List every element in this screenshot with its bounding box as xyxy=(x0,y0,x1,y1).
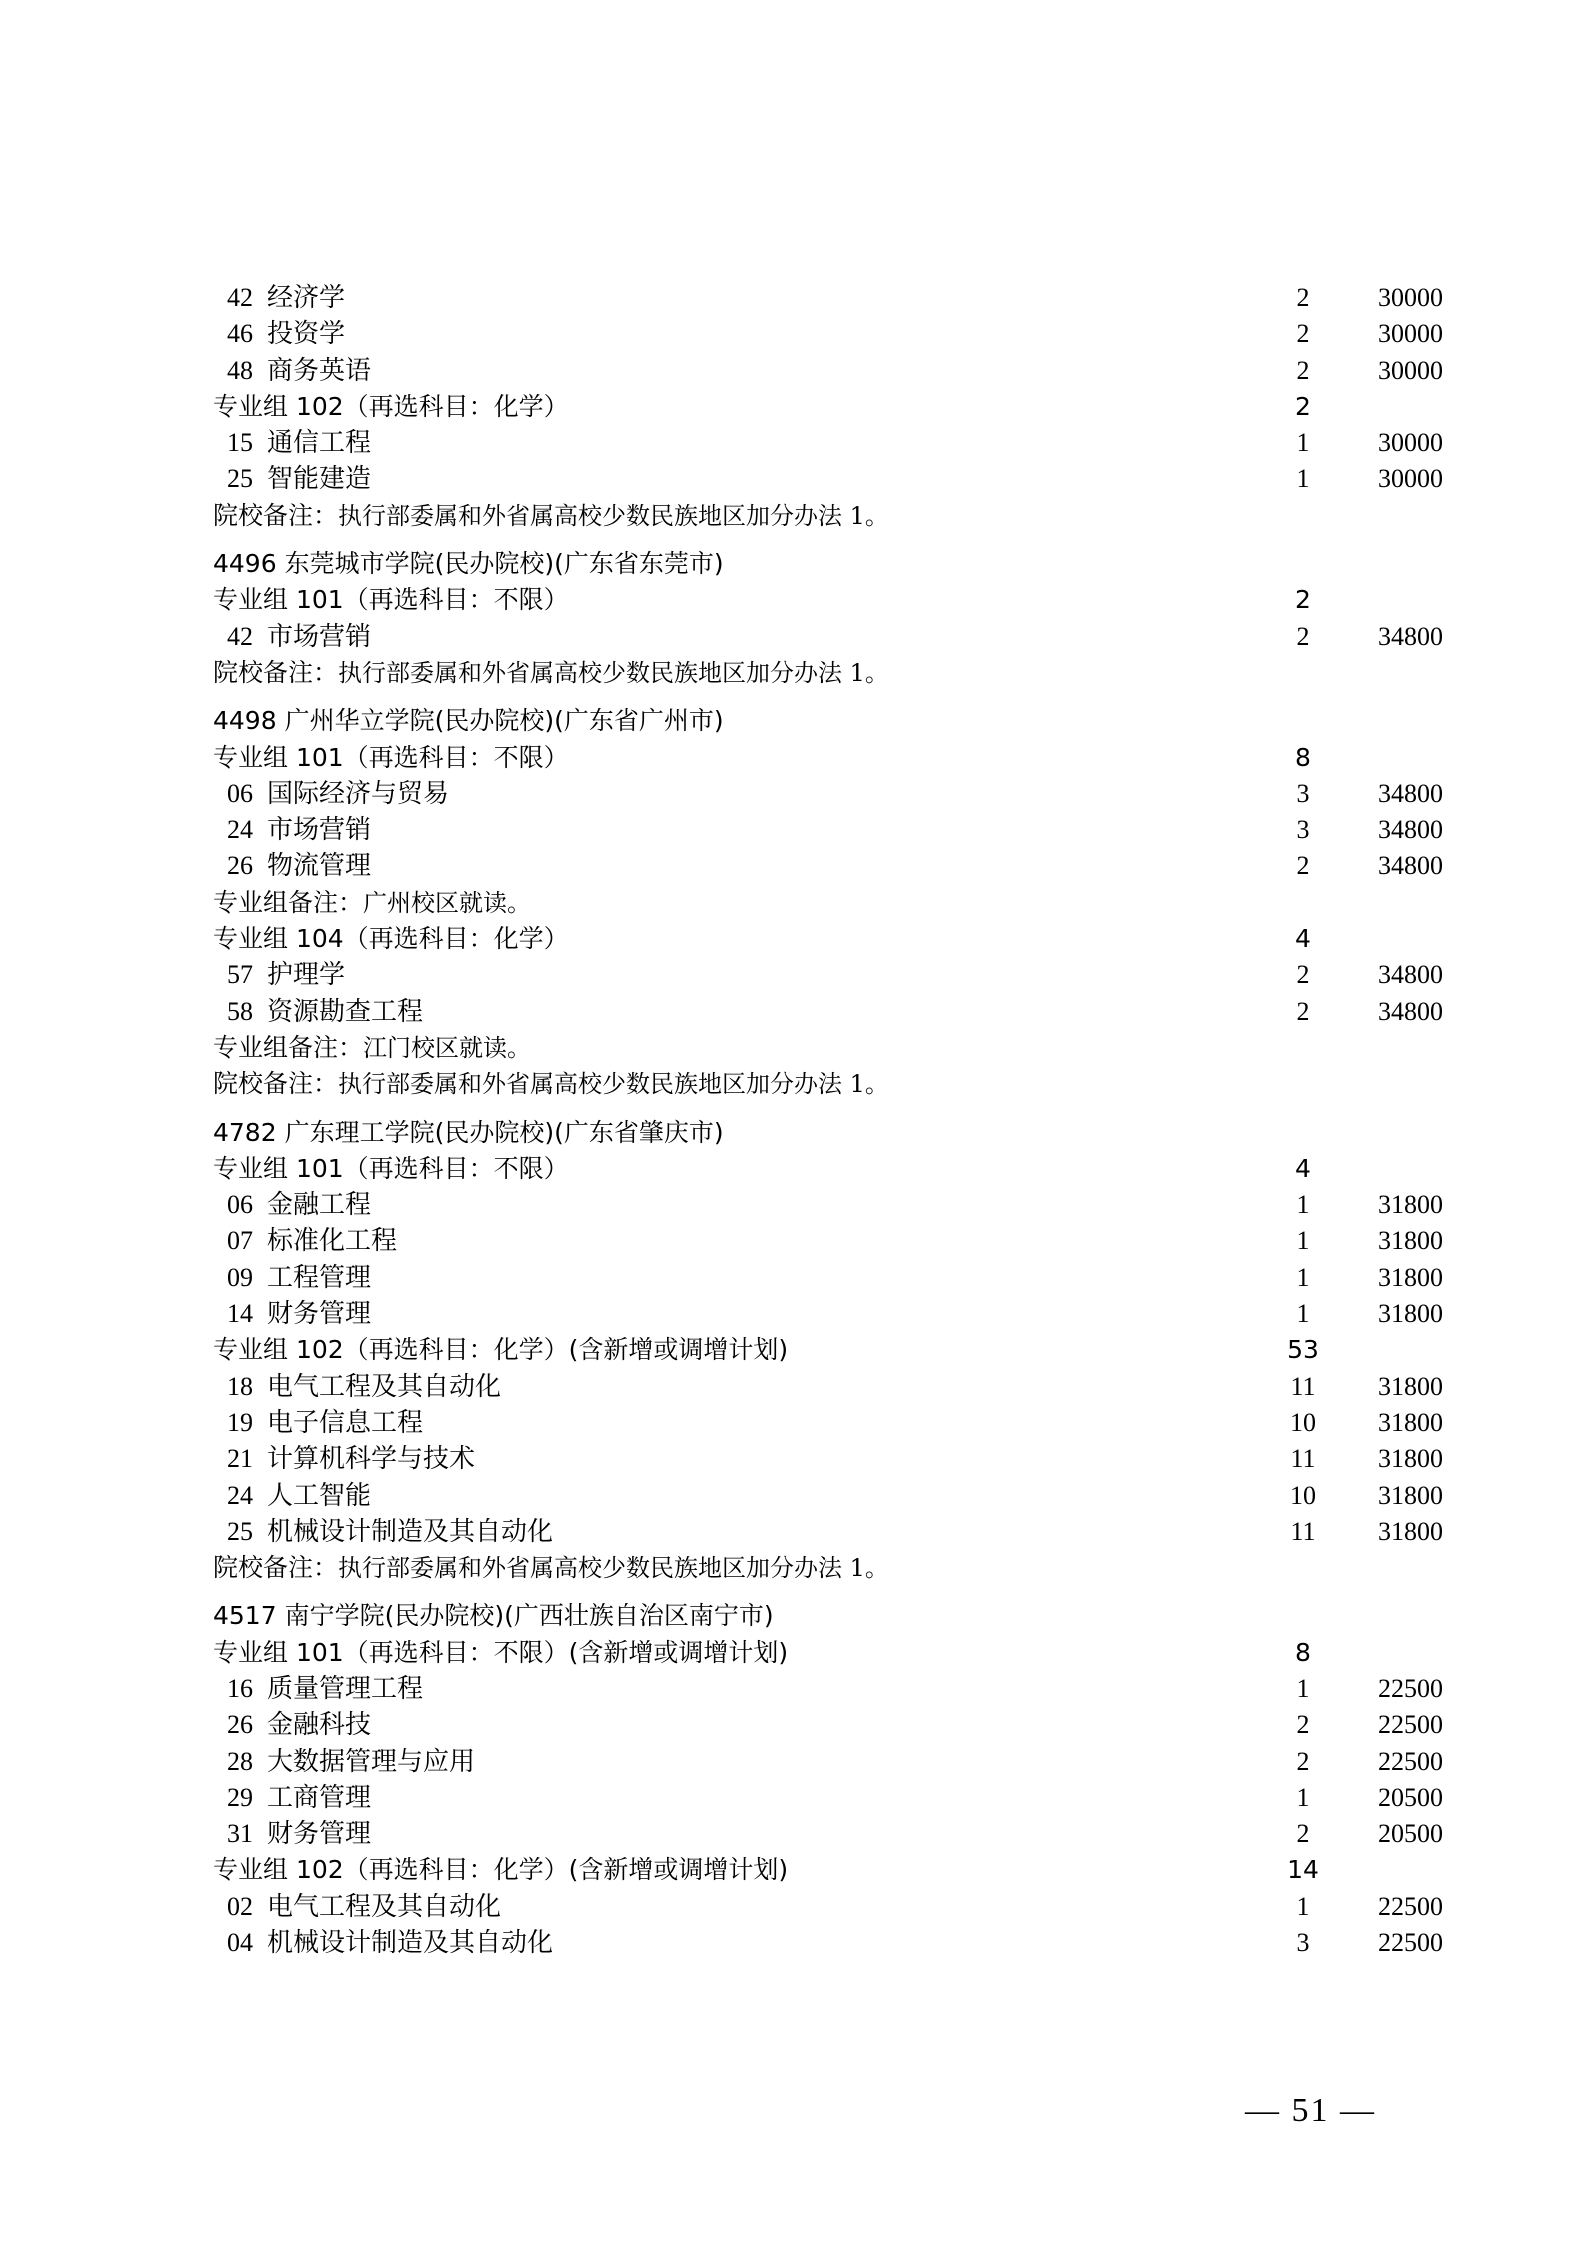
major-row xyxy=(213,1223,1443,1259)
plan-count: 1 xyxy=(1296,1782,1310,1812)
major-name: 电气工程及其自动化 xyxy=(267,1371,502,1402)
remark-head: 专业组备注： xyxy=(213,887,364,917)
remark-body: 执行部委属和外省属高校少数民族地区加分办法 1。 xyxy=(338,658,889,687)
major-name: 资源勘查工程 xyxy=(267,996,424,1027)
tuition-fee: 34800 xyxy=(1378,851,1443,881)
plan-count: 11 xyxy=(1290,1444,1316,1474)
tuition-fee: 34800 xyxy=(1378,778,1443,808)
tuition-fee: 22500 xyxy=(1378,1928,1443,1958)
plan-count: 3 xyxy=(1296,778,1310,808)
remark-head: 院校备注： xyxy=(213,1553,339,1583)
tuition-fee: 30000 xyxy=(1378,355,1443,385)
school-name: 4498 广州华立学院(民办院校)(广东省广州市) xyxy=(213,706,724,736)
group-count: 2 xyxy=(1295,585,1311,615)
remark xyxy=(213,498,889,534)
major-group-row xyxy=(213,1151,1413,1187)
major-row xyxy=(213,1514,1443,1550)
page-number: — 51 — xyxy=(1245,2092,1376,2129)
plan-count: 2 xyxy=(1296,960,1310,990)
major-row xyxy=(213,280,1443,316)
major-code: 06 xyxy=(227,1190,253,1220)
group-label: 专业组 104（再选科目：化学） xyxy=(213,924,569,954)
plan-count: 2 xyxy=(1296,851,1310,881)
tuition-fee: 31800 xyxy=(1378,1444,1443,1474)
remark xyxy=(213,655,889,691)
major-label xyxy=(227,1405,423,1441)
group-label: 专业组 102（再选科目：化学） xyxy=(213,391,569,421)
remark-body: 广州校区就读。 xyxy=(363,888,532,917)
plan-count: 3 xyxy=(1296,815,1310,845)
major-label xyxy=(227,994,423,1030)
group-count: 8 xyxy=(1295,742,1311,772)
major-label xyxy=(227,1744,475,1780)
major-code: 31 xyxy=(227,1819,253,1849)
major-name: 电子信息工程 xyxy=(267,1407,424,1438)
major-code: 24 xyxy=(227,1480,253,1510)
major-label xyxy=(227,1780,371,1816)
major-name: 物流管理 xyxy=(267,851,372,882)
tuition-fee: 31800 xyxy=(1378,1480,1443,1510)
tuition-fee: 31800 xyxy=(1378,1371,1443,1401)
major-code: 46 xyxy=(227,319,253,349)
plan-count: 2 xyxy=(1296,283,1310,312)
tuition-fee: 20500 xyxy=(1378,1782,1443,1812)
plan-count: 2 xyxy=(1296,996,1310,1026)
major-name: 质量管理工程 xyxy=(267,1673,424,1704)
school-name: 4517 南宁学院(民办院校)(广西壮族自治区南宁市) xyxy=(213,1601,774,1631)
group-count: 2 xyxy=(1295,391,1311,421)
remark-row xyxy=(213,1066,1413,1102)
major-name: 护理学 xyxy=(267,960,346,991)
tuition-fee: 34800 xyxy=(1378,996,1443,1026)
major-code: 29 xyxy=(227,1782,253,1812)
tuition-fee: 34800 xyxy=(1378,621,1443,651)
major-label xyxy=(227,1441,475,1477)
major-name: 金融科技 xyxy=(267,1710,372,1741)
remark-head: 专业组备注： xyxy=(213,1032,364,1062)
group-count: 4 xyxy=(1295,1153,1311,1183)
major-name: 市场营销 xyxy=(267,621,372,652)
major-row xyxy=(213,1671,1443,1707)
group-label: 专业组 102（再选科目：化学）(含新增或调增计划) xyxy=(213,1855,789,1885)
major-row xyxy=(213,1187,1443,1223)
major-group-row xyxy=(213,1852,1413,1888)
major-row xyxy=(213,1780,1443,1816)
major-label xyxy=(227,1478,371,1514)
major-name: 市场营销 xyxy=(267,815,372,846)
major-label xyxy=(227,1925,553,1961)
major-row xyxy=(213,353,1443,389)
major-row xyxy=(213,812,1443,848)
tuition-fee: 22500 xyxy=(1378,1891,1443,1921)
tuition-fee: 34800 xyxy=(1378,960,1443,990)
major-group-row xyxy=(213,1332,1413,1368)
remark-row xyxy=(213,655,1413,691)
group-label: 专业组 101（再选科目：不限） xyxy=(213,742,569,772)
tuition-fee: 30000 xyxy=(1378,464,1443,494)
major-label xyxy=(227,1889,501,1925)
tuition-fee: 34800 xyxy=(1378,815,1443,845)
major-code: 26 xyxy=(227,851,253,881)
major-code: 14 xyxy=(227,1299,253,1329)
major-name: 商务英语 xyxy=(267,355,372,386)
plan-count: 1 xyxy=(1296,464,1310,494)
major-row xyxy=(213,1441,1443,1477)
major-row xyxy=(213,776,1443,812)
major-label xyxy=(227,353,371,389)
major-code: 16 xyxy=(227,1673,253,1703)
major-code: 18 xyxy=(227,1371,253,1401)
tuition-fee: 20500 xyxy=(1378,1819,1443,1849)
school-name: 4782 广东理工学院(民办院校)(广东省肇庆市) xyxy=(213,1117,724,1147)
major-label xyxy=(227,1296,371,1332)
major-group-row xyxy=(213,582,1413,618)
major-name: 通信工程 xyxy=(267,428,372,459)
remark-body: 执行部委属和外省属高校少数民族地区加分办法 1。 xyxy=(338,501,889,530)
major-row xyxy=(213,1478,1443,1514)
group-label: 专业组 101（再选科目：不限）(含新增或调增计划) xyxy=(213,1637,789,1667)
remark xyxy=(213,1066,889,1102)
remark xyxy=(213,1550,889,1586)
tuition-fee: 30000 xyxy=(1378,319,1443,349)
major-name: 大数据管理与应用 xyxy=(267,1746,476,1777)
major-code: 26 xyxy=(227,1710,253,1740)
tuition-fee: 31800 xyxy=(1378,1407,1443,1437)
major-name: 经济学 xyxy=(267,283,346,313)
major-group-row xyxy=(213,1635,1413,1671)
major-row xyxy=(213,848,1443,884)
major-name: 国际经济与贸易 xyxy=(267,778,450,809)
school-heading xyxy=(213,703,1413,739)
major-code: 25 xyxy=(227,1516,253,1546)
plan-count: 3 xyxy=(1296,1928,1310,1958)
major-code: 48 xyxy=(227,355,253,385)
remark-row xyxy=(213,885,1413,921)
tuition-fee: 30000 xyxy=(1378,428,1443,458)
major-name: 机械设计制造及其自动化 xyxy=(267,1928,554,1959)
major-label xyxy=(227,1260,371,1296)
major-name: 财务管理 xyxy=(267,1819,372,1850)
school-heading xyxy=(213,1115,1413,1151)
group-label: 专业组 101（再选科目：不限） xyxy=(213,585,569,615)
group-count: 53 xyxy=(1287,1335,1319,1365)
remark-row xyxy=(213,498,1413,534)
major-group-row xyxy=(213,389,1413,425)
major-row xyxy=(213,1405,1443,1441)
major-row xyxy=(213,1707,1443,1743)
major-row xyxy=(213,316,1443,352)
major-label xyxy=(227,1223,397,1259)
plan-count: 10 xyxy=(1290,1407,1316,1437)
remark-head: 院校备注： xyxy=(213,1069,339,1099)
major-code: 09 xyxy=(227,1262,253,1292)
major-row xyxy=(213,425,1443,461)
major-code: 15 xyxy=(227,428,253,458)
plan-count: 2 xyxy=(1296,1746,1310,1776)
major-label xyxy=(227,1671,423,1707)
school-name: 4496 东莞城市学院(民办院校)(广东省东莞市) xyxy=(213,549,724,579)
major-code: 04 xyxy=(227,1928,253,1958)
plan-count: 11 xyxy=(1290,1371,1316,1401)
remark-head: 院校备注： xyxy=(213,500,339,530)
major-name: 电气工程及其自动化 xyxy=(267,1891,502,1922)
major-code: 58 xyxy=(227,996,253,1026)
tuition-fee: 22500 xyxy=(1378,1746,1443,1776)
plan-count: 2 xyxy=(1296,621,1310,651)
major-row xyxy=(213,1260,1443,1296)
major-group-row xyxy=(213,740,1413,776)
tuition-fee: 31800 xyxy=(1378,1516,1443,1546)
plan-count: 2 xyxy=(1296,319,1310,349)
plan-count: 10 xyxy=(1290,1480,1316,1510)
major-name: 智能建造 xyxy=(267,464,372,495)
remark-row xyxy=(213,1030,1413,1066)
major-label xyxy=(227,957,345,993)
remark-body: 执行部委属和外省属高校少数民族地区加分办法 1。 xyxy=(338,1070,889,1099)
major-name: 工程管理 xyxy=(267,1262,372,1293)
remark xyxy=(213,885,531,921)
plan-count: 2 xyxy=(1296,1819,1310,1849)
tuition-fee: 31800 xyxy=(1378,1226,1443,1256)
plan-count: 2 xyxy=(1296,1710,1310,1740)
major-label xyxy=(227,1514,553,1550)
plan-count: 1 xyxy=(1296,428,1310,458)
major-code: 02 xyxy=(227,1891,253,1921)
major-label xyxy=(227,316,345,352)
remark-head: 院校备注： xyxy=(213,657,339,687)
major-row xyxy=(213,619,1443,655)
tuition-fee: 22500 xyxy=(1378,1710,1443,1740)
tuition-fee: 30000 xyxy=(1378,283,1443,312)
plan-count: 1 xyxy=(1296,1262,1310,1292)
major-row xyxy=(213,1889,1443,1925)
plan-count: 1 xyxy=(1296,1190,1310,1220)
major-row xyxy=(213,1925,1443,1961)
major-code: 42 xyxy=(227,621,253,651)
major-label xyxy=(227,425,371,461)
major-name: 工商管理 xyxy=(267,1782,372,1813)
remark-row xyxy=(213,1550,1413,1586)
school-heading xyxy=(213,1598,1413,1634)
major-label xyxy=(227,619,371,655)
major-label xyxy=(227,848,371,884)
plan-count: 1 xyxy=(1296,1299,1310,1329)
major-label xyxy=(227,776,449,812)
major-code: 24 xyxy=(227,815,253,845)
major-code: 06 xyxy=(227,778,253,808)
plan-count: 1 xyxy=(1296,1226,1310,1256)
plan-count: 1 xyxy=(1296,1673,1310,1703)
major-name: 标准化工程 xyxy=(267,1226,398,1257)
major-name: 机械设计制造及其自动化 xyxy=(267,1516,554,1547)
major-label xyxy=(227,1707,371,1743)
major-row xyxy=(213,957,1443,993)
tuition-fee: 31800 xyxy=(1378,1299,1443,1329)
major-label xyxy=(227,461,371,497)
tuition-fee: 31800 xyxy=(1378,1262,1443,1292)
major-row xyxy=(213,1744,1443,1780)
major-label xyxy=(227,1369,501,1405)
major-label xyxy=(227,812,371,848)
remark-body: 执行部委属和外省属高校少数民族地区加分办法 1。 xyxy=(338,1554,889,1583)
group-count: 8 xyxy=(1295,1637,1311,1667)
group-count: 14 xyxy=(1287,1855,1319,1885)
major-code: 07 xyxy=(227,1226,253,1256)
major-name: 财务管理 xyxy=(267,1299,372,1330)
group-label: 专业组 101（再选科目：不限） xyxy=(213,1153,569,1183)
group-count: 4 xyxy=(1295,924,1311,954)
school-heading xyxy=(213,546,1413,582)
major-code: 25 xyxy=(227,464,253,494)
major-code: 28 xyxy=(227,1746,253,1776)
major-label xyxy=(227,1187,371,1223)
major-code: 42 xyxy=(227,283,253,312)
group-label: 专业组 102（再选科目：化学）(含新增或调增计划) xyxy=(213,1335,789,1365)
plan-count: 1 xyxy=(1296,1891,1310,1921)
major-name: 计算机科学与技术 xyxy=(267,1444,476,1475)
major-row xyxy=(213,994,1443,1030)
tuition-fee: 22500 xyxy=(1378,1673,1443,1703)
major-row xyxy=(213,1296,1443,1332)
major-row xyxy=(213,461,1443,497)
major-group-row xyxy=(213,921,1413,957)
remark xyxy=(213,1030,531,1066)
remark-body: 江门校区就读。 xyxy=(363,1033,532,1062)
admission-plan-list xyxy=(213,280,1443,1961)
plan-count: 11 xyxy=(1290,1516,1316,1546)
major-code: 19 xyxy=(227,1407,253,1437)
major-code: 57 xyxy=(227,960,253,990)
major-label xyxy=(227,280,345,316)
major-label xyxy=(227,1816,371,1852)
major-name: 人工智能 xyxy=(267,1480,372,1511)
major-name: 投资学 xyxy=(267,319,346,350)
major-code: 21 xyxy=(227,1444,253,1474)
major-name: 金融工程 xyxy=(267,1190,372,1221)
major-row xyxy=(213,1816,1443,1852)
major-row xyxy=(213,1369,1443,1405)
plan-count: 2 xyxy=(1296,355,1310,385)
tuition-fee: 31800 xyxy=(1378,1190,1443,1220)
